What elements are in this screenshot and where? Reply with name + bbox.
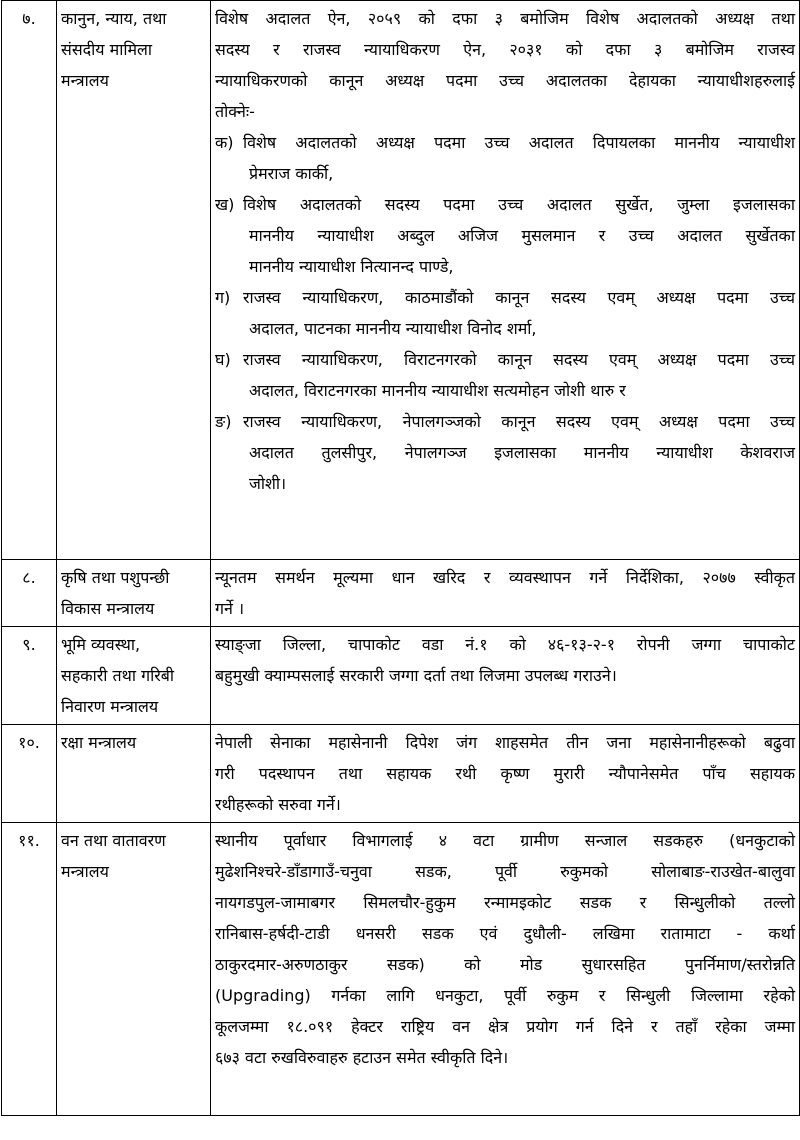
decision-line: नेपाली सेनाका महासेनानी दिपेश जंग शाहसमेत तीन जना महासेनानीहरूको बढुवा — [215, 733, 795, 752]
item-label: ङ) — [215, 412, 232, 431]
table-row — [2, 725, 800, 823]
decision-line: तोक्नेः- — [215, 102, 255, 121]
ministry-line: कृषि तथा पशुपन्छी — [61, 568, 170, 587]
decision-line: नायगडपुल-जामाबगर सिमलचौर-हुकुम रन्मामइकोट सडक र सिन्धुलीको तल्लो — [215, 893, 795, 912]
list-item — [215, 344, 795, 406]
decision-line: स्थानीय पूर्वाधार विभागलाई ४ वटा ग्रामीण सन्जाल सडकहरु (धनकुटाको — [215, 831, 795, 850]
decision-line: रानिबास-हर्षदी-टाडी धनसरी सडक एवं दुधौली- लखिमा रातामाटा - कर्था — [215, 924, 795, 943]
table-row — [2, 823, 800, 1116]
ministry-name — [57, 560, 211, 627]
decision-text — [211, 627, 800, 725]
ministry-name — [57, 627, 211, 725]
decision-text — [211, 823, 800, 1116]
table-row — [2, 560, 800, 627]
ministry-line: वन तथा वातावरण — [61, 831, 166, 850]
decision-text — [211, 725, 800, 823]
decision-line: न्यूनतम समर्थन मूल्यमा धान खरिद र व्यवस्थापन गर्ने निर्देशिका, २०७७ स्वीकृत — [215, 568, 795, 587]
item-line: माननीय न्यायाधीश नित्यानन्द पाण्डे, — [249, 257, 454, 276]
decision-line: बहुमुखी क्याम्पसलाई सरकारी जग्गा दर्ता तथा लिजमा उपलब्ध गराउने। — [215, 666, 617, 685]
item-line: विशेष अदालतको सदस्य पदमा उच्च अदालत सुर्खेत, जुम्ला इजलासका — [243, 195, 795, 214]
item-line: प्रेमराज कार्की, — [249, 164, 334, 183]
table-row — [2, 627, 800, 725]
ministry-name — [57, 823, 211, 1116]
item-line: विशेष अदालतको अध्यक्ष पदमा उच्च अदालत दिपायलका माननीय न्यायाधीश — [243, 133, 795, 152]
item-label: घ) — [215, 350, 231, 369]
decision-line: स्याङ्जा जिल्ला, चापाकोट वडा नं.१ को ४६-१३-२-१ रोपनी जग्गा चापाकोट — [215, 635, 795, 654]
decision-line: कूलजम्मा १८.०९१ हेक्टर राष्ट्रिय वन क्षेत्र प्रयोग गर्न दिने र तहाँ रहेका जम्मा — [215, 1017, 795, 1036]
decision-line: मुढेशनिश्चरे-डाँडागाउँ-चनुवा सडक, पूर्वी रुकुमको सोलाबाङ-राउखेत-बालुवा — [215, 862, 795, 881]
ministry-name — [57, 1, 211, 560]
list-item — [215, 189, 795, 282]
ministry-line: निवारण मन्त्रालय — [61, 697, 159, 716]
item-line: अदालत, पाटनका माननीय न्यायाधीश विनोद शर्मा, — [249, 319, 537, 338]
list-item — [215, 406, 795, 499]
ministry-line: कानुन, न्याय, तथा — [61, 9, 167, 28]
list-item — [215, 282, 795, 344]
decision-line: रथीहरूको सरुवा गर्ने। — [215, 795, 341, 814]
row-number: ११. — [2, 823, 57, 1116]
item-line: अदालत, विराटनगरका माननीय न्यायाधीश सत्यमोहन जोशी थारु र — [249, 381, 626, 400]
table-row — [2, 1, 800, 560]
cabinet-decisions-table — [1, 0, 800, 1116]
decision-line: विशेष अदालत ऐन, २०५९ को दफा ३ बमोजिम विशेष अदालतको अध्यक्ष तथा — [215, 9, 795, 28]
decision-line: (Upgrading) गर्नका लागि धनकुटा, पूर्वी रुकुम र सिन्धुली जिल्लामा रहेको — [215, 986, 795, 1005]
decision-line: ठाकुरदमार-अरुणठाकुर सडक) को मोड सुधारसहित पुनर्निमाण/स्तरोन्नति — [215, 955, 795, 974]
decision-line: ६७३ वटा रुखविरुवाहरु हटाउन समेत स्वीकृति दिने। — [215, 1048, 509, 1067]
decision-line: सदस्य र राजस्व न्यायाधिकरण ऐन, २०३१ को दफा ३ बमोजिम राजस्व — [215, 40, 795, 59]
item-label: ख) — [215, 195, 235, 214]
ministry-line: रक्षा मन्त्रालय — [61, 733, 137, 752]
ministry-line: सहकारी तथा गरिबी — [61, 666, 175, 685]
item-line: राजस्व न्यायाधिकरण, विराटनगरको कानून सदस्य एवम् अध्यक्ष पदमा उच्च — [243, 350, 795, 369]
ministry-name — [57, 725, 211, 823]
row-number: ७. — [2, 1, 57, 560]
item-line: राजस्व न्यायाधिकरण, नेपालगञ्जको कानून सदस्य एवम् अध्यक्ष पदमा उच्च — [243, 412, 795, 431]
item-label: ग) — [215, 288, 231, 307]
decision-text — [211, 560, 800, 627]
item-line: राजस्व न्यायाधिकरण, काठमाडौंको कानून सदस्य एवम् अध्यक्ष पदमा उच्च — [243, 288, 795, 307]
decision-line: न्यायाधिकरणको कानून अध्यक्ष पदमा उच्च अदालतका देहायका न्यायाधीशहरुलाई — [215, 71, 795, 90]
ministry-line: भूमि व्यवस्था, — [61, 635, 141, 654]
row-number: ८. — [2, 560, 57, 627]
ministry-line: मन्त्रालय — [61, 71, 109, 90]
item-line: माननीय न्यायाधीश अब्दुल अजिज मुसलमान र उच्च अदालत सुर्खेतका — [249, 226, 795, 245]
row-number: ९. — [2, 627, 57, 725]
item-label: क) — [215, 133, 234, 152]
item-line: जोशी। — [249, 474, 287, 493]
list-item — [215, 127, 795, 189]
row-number: १०. — [2, 725, 57, 823]
item-line: अदालत तुलसीपुर, नेपालगञ्ज इजलासका माननीय न्यायाधीश केशवराज — [249, 443, 795, 462]
ministry-line: संसदीय मामिला — [61, 40, 153, 59]
decision-text — [211, 1, 800, 560]
decision-line: गरी पदस्थापन तथा सहायक रथी कृष्ण मुरारी न्यौपानेसमेत पाँच सहायक — [215, 764, 795, 783]
decision-line: गर्ने । — [215, 599, 245, 618]
ministry-line: मन्त्रालय — [61, 862, 109, 881]
ministry-line: विकास मन्त्रालय — [61, 599, 155, 618]
